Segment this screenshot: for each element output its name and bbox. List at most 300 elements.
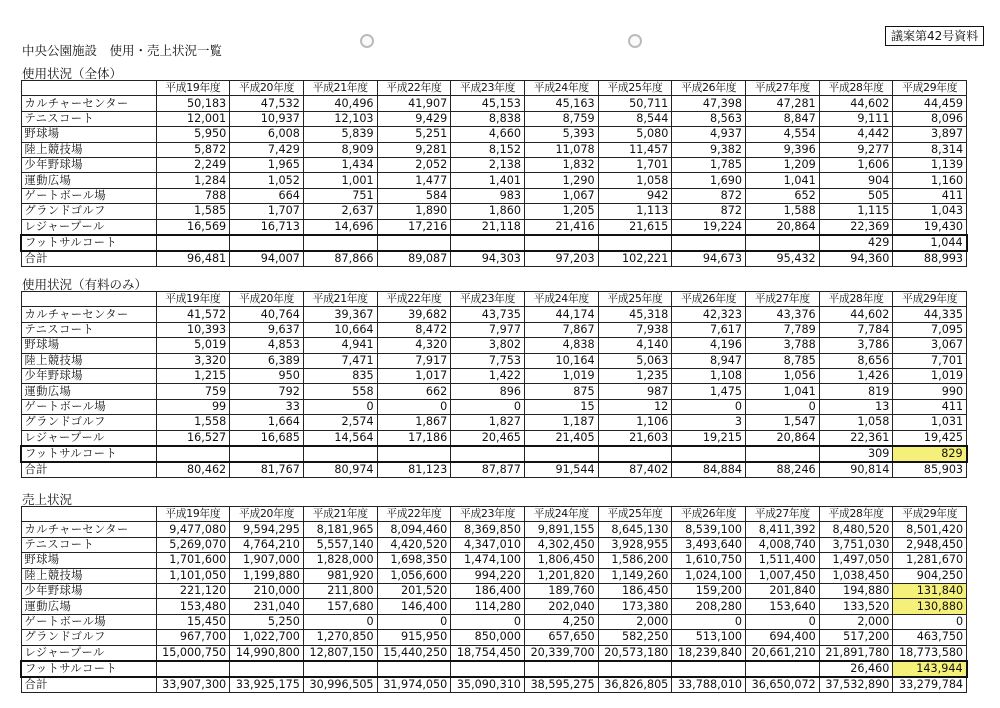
value-cell: 18,239,840 [672, 645, 746, 661]
value-cell: 143,944 [893, 661, 967, 677]
value-cell: 20,465 [451, 430, 525, 446]
year-header-cell: 平成23年度 [451, 292, 525, 307]
value-cell: 47,398 [672, 96, 746, 111]
header-row [21, 507, 967, 522]
table-row [21, 645, 967, 661]
value-cell: 97,203 [524, 251, 598, 267]
value-cell: 4,420,520 [377, 537, 451, 552]
value-cell [524, 446, 598, 462]
value-cell: 11,457 [598, 142, 672, 157]
value-cell: 99 [156, 399, 230, 414]
value-cell: 829 [893, 446, 967, 462]
table-row [21, 173, 967, 188]
value-cell: 517,200 [819, 630, 893, 645]
value-cell: 850,000 [451, 630, 525, 645]
value-cell: 17,216 [377, 219, 451, 235]
facility-name-cell: 陸上競技場 [21, 142, 156, 157]
value-cell: 4,302,450 [524, 537, 598, 552]
value-cell: 18,754,450 [451, 645, 525, 661]
value-cell: 1,007,450 [746, 568, 820, 583]
value-cell: 189,760 [524, 583, 598, 598]
year-header-cell: 平成20年度 [230, 292, 304, 307]
value-cell: 0 [746, 614, 820, 629]
value-cell: 45,163 [524, 96, 598, 111]
year-header-cell: 平成23年度 [451, 507, 525, 522]
value-cell: 1,426 [819, 368, 893, 383]
value-cell: 12,807,150 [303, 645, 377, 661]
value-cell: 0 [451, 614, 525, 629]
value-cell: 81,123 [377, 462, 451, 478]
value-cell: 1,044 [893, 235, 967, 251]
value-cell: 8,539,100 [672, 522, 746, 537]
value-cell: 41,907 [377, 96, 451, 111]
value-cell: 694,400 [746, 630, 820, 645]
table-row [21, 338, 967, 353]
value-cell: 94,303 [451, 251, 525, 267]
value-cell [303, 661, 377, 677]
value-cell: 21,405 [524, 430, 598, 446]
value-cell [746, 661, 820, 677]
value-cell: 16,713 [230, 219, 304, 235]
value-cell: 8,838 [451, 111, 525, 126]
value-cell: 751 [303, 188, 377, 203]
value-cell [377, 446, 451, 462]
facility-name-cell: カルチャーセンター [21, 96, 156, 111]
value-cell: 1,058 [819, 415, 893, 430]
value-cell: 1,588 [746, 204, 820, 219]
value-cell: 8,759 [524, 111, 598, 126]
table-row [21, 522, 967, 537]
value-cell: 33,925,175 [230, 677, 304, 693]
value-cell: 5,393 [524, 127, 598, 142]
facility-name-cell: レジャープール [21, 645, 156, 661]
value-cell: 20,339,700 [524, 645, 598, 661]
value-cell: 44,174 [524, 307, 598, 322]
value-cell [524, 661, 598, 677]
value-cell: 5,080 [598, 127, 672, 142]
facility-name-cell: ゲートボール場 [21, 614, 156, 629]
value-cell: 759 [156, 384, 230, 399]
value-cell: 1,022,700 [230, 630, 304, 645]
value-cell: 3 [672, 415, 746, 430]
table-row [21, 142, 967, 157]
value-cell: 1,965 [230, 157, 304, 172]
value-cell: 505 [819, 188, 893, 203]
value-cell: 94,673 [672, 251, 746, 267]
facility-name-cell: グランドゴルフ [21, 630, 156, 645]
value-cell: 1,017 [377, 368, 451, 383]
value-cell: 33 [230, 399, 304, 414]
value-cell: 5,251 [377, 127, 451, 142]
value-cell: 1,690 [672, 173, 746, 188]
facility-name-cell: カルチャーセンター [21, 522, 156, 537]
value-cell: 1,187 [524, 415, 598, 430]
value-cell: 87,402 [598, 462, 672, 478]
facility-name-cell: カルチャーセンター [21, 307, 156, 322]
value-cell: 7,867 [524, 322, 598, 337]
value-cell: 1,108 [672, 368, 746, 383]
value-cell: 0 [746, 399, 820, 414]
year-header-cell: 平成25年度 [598, 81, 672, 96]
year-header-cell: 平成24年度 [524, 292, 598, 307]
value-cell: 2,637 [303, 204, 377, 219]
value-cell: 7,789 [746, 322, 820, 337]
value-cell: 38,595,275 [524, 677, 598, 693]
facility-name-cell: グランドゴルフ [21, 204, 156, 219]
value-cell: 9,396 [746, 142, 820, 157]
year-header-cell: 平成22年度 [377, 292, 451, 307]
value-cell: 875 [524, 384, 598, 399]
value-cell: 186,450 [598, 583, 672, 598]
year-header-cell: 平成19年度 [156, 292, 230, 307]
value-cell: 4,320 [377, 338, 451, 353]
value-cell: 90,814 [819, 462, 893, 478]
value-cell: 9,477,080 [156, 522, 230, 537]
value-cell: 19,215 [672, 430, 746, 446]
value-cell: 7,753 [451, 353, 525, 368]
value-cell: 17,186 [377, 430, 451, 446]
value-cell: 8,947 [672, 353, 746, 368]
value-cell: 36,826,805 [598, 677, 672, 693]
value-cell: 4,008,740 [746, 537, 820, 552]
value-cell: 942 [598, 188, 672, 203]
value-cell: 7,977 [451, 322, 525, 337]
facility-name-cell: 合計 [21, 462, 156, 478]
facility-name-cell: 陸上競技場 [21, 568, 156, 583]
value-cell: 1,235 [598, 368, 672, 383]
value-cell: 231,040 [230, 599, 304, 614]
value-cell: 8,152 [451, 142, 525, 157]
table-row [21, 235, 967, 251]
value-cell: 153,640 [746, 599, 820, 614]
value-cell: 16,569 [156, 219, 230, 235]
value-cell: 0 [451, 399, 525, 414]
value-cell: 47,281 [746, 96, 820, 111]
facility-name-cell: グランドゴルフ [21, 415, 156, 430]
value-cell: 36,650,072 [746, 677, 820, 693]
value-cell: 1,101,050 [156, 568, 230, 583]
year-header-cell: 平成26年度 [672, 292, 746, 307]
value-cell: 1,209 [746, 157, 820, 172]
facility-name-cell: ゲートボール場 [21, 399, 156, 414]
value-cell: 208,280 [672, 599, 746, 614]
value-cell: 35,090,310 [451, 677, 525, 693]
value-cell: 19,425 [893, 430, 967, 446]
value-cell: 0 [893, 614, 967, 629]
value-cell: 1,701 [598, 157, 672, 172]
value-cell [156, 235, 230, 251]
value-cell [451, 446, 525, 462]
value-cell: 0 [377, 614, 451, 629]
value-cell: 91,544 [524, 462, 598, 478]
value-cell: 987 [598, 384, 672, 399]
value-cell: 22,369 [819, 219, 893, 235]
value-cell: 44,602 [819, 307, 893, 322]
value-cell: 3,786 [819, 338, 893, 353]
value-cell: 2,574 [303, 415, 377, 430]
year-header-cell: 平成26年度 [672, 81, 746, 96]
value-cell [377, 235, 451, 251]
value-cell: 88,993 [893, 251, 967, 267]
value-cell: 9,277 [819, 142, 893, 157]
value-cell: 85,903 [893, 462, 967, 478]
value-cell: 22,361 [819, 430, 893, 446]
value-cell: 1,401 [451, 173, 525, 188]
value-cell: 1,215 [156, 368, 230, 383]
value-cell: 664 [230, 188, 304, 203]
document-number-badge: 議案第42号資料 [885, 26, 984, 46]
value-cell: 44,602 [819, 96, 893, 111]
value-cell: 1,113 [598, 204, 672, 219]
value-cell: 1,201,820 [524, 568, 598, 583]
facility-name-cell: 野球場 [21, 127, 156, 142]
value-cell: 201,840 [746, 583, 820, 598]
value-cell: 1,511,400 [746, 553, 820, 568]
value-cell: 3,067 [893, 338, 967, 353]
value-cell: 43,735 [451, 307, 525, 322]
value-cell: 8,501,420 [893, 522, 967, 537]
value-cell: 3,751,030 [819, 537, 893, 552]
year-header-cell: 平成22年度 [377, 81, 451, 96]
facility-name-cell: レジャープール [21, 430, 156, 446]
value-cell: 1,205 [524, 204, 598, 219]
value-cell [156, 661, 230, 677]
value-cell: 463,750 [893, 630, 967, 645]
value-cell: 21,891,780 [819, 645, 893, 661]
value-cell: 84,884 [672, 462, 746, 478]
value-cell: 4,347,010 [451, 537, 525, 552]
value-cell: 20,864 [746, 430, 820, 446]
value-cell: 1,474,100 [451, 553, 525, 568]
facility-name-cell: ゲートボール場 [21, 188, 156, 203]
value-cell: 872 [672, 204, 746, 219]
table-row [21, 399, 967, 414]
value-cell: 8,480,520 [819, 522, 893, 537]
value-cell: 7,917 [377, 353, 451, 368]
table-row [21, 188, 967, 203]
year-header-cell: 平成27年度 [746, 292, 820, 307]
header-corner-cell [21, 292, 156, 307]
value-cell [746, 235, 820, 251]
year-header-cell: 平成27年度 [746, 81, 820, 96]
value-cell: 7,095 [893, 322, 967, 337]
value-cell: 4,196 [672, 338, 746, 353]
value-cell: 1,828,000 [303, 553, 377, 568]
value-cell: 21,603 [598, 430, 672, 446]
value-cell: 18,773,580 [893, 645, 967, 661]
table-row [21, 384, 967, 399]
value-cell: 80,974 [303, 462, 377, 478]
value-cell: 4,853 [230, 338, 304, 353]
value-cell: 1,907,000 [230, 553, 304, 568]
value-cell: 88,246 [746, 462, 820, 478]
value-cell: 1,038,450 [819, 568, 893, 583]
year-header-cell: 平成19年度 [156, 507, 230, 522]
value-cell: 173,380 [598, 599, 672, 614]
value-cell: 1,497,050 [819, 553, 893, 568]
year-header-cell: 平成25年度 [598, 507, 672, 522]
value-cell: 40,496 [303, 96, 377, 111]
value-cell: 309 [819, 446, 893, 462]
facility-name-cell: テニスコート [21, 111, 156, 126]
value-cell: 2,249 [156, 157, 230, 172]
table-row [21, 415, 967, 430]
punch-hole-left [360, 34, 374, 48]
value-cell: 1,610,750 [672, 553, 746, 568]
value-cell: 40,764 [230, 307, 304, 322]
punch-hole-right [628, 34, 642, 48]
table-row [21, 630, 967, 645]
value-cell: 7,471 [303, 353, 377, 368]
value-cell [156, 446, 230, 462]
value-cell: 50,183 [156, 96, 230, 111]
year-header-cell: 平成29年度 [893, 507, 967, 522]
value-cell: 1,115 [819, 204, 893, 219]
value-cell: 1,160 [893, 173, 967, 188]
value-cell: 2,138 [451, 157, 525, 172]
value-cell: 19,430 [893, 219, 967, 235]
value-cell: 4,250 [524, 614, 598, 629]
value-cell: 30,996,505 [303, 677, 377, 693]
value-cell: 1,698,350 [377, 553, 451, 568]
value-cell: 835 [303, 368, 377, 383]
value-cell: 1,019 [524, 368, 598, 383]
value-cell: 1,832 [524, 157, 598, 172]
facility-name-cell: 合計 [21, 677, 156, 693]
value-cell: 50,711 [598, 96, 672, 111]
value-cell: 981,920 [303, 568, 377, 583]
value-cell: 8,369,850 [451, 522, 525, 537]
value-cell [303, 446, 377, 462]
value-cell: 159,200 [672, 583, 746, 598]
value-cell: 43,376 [746, 307, 820, 322]
value-cell: 133,520 [819, 599, 893, 614]
value-cell: 157,680 [303, 599, 377, 614]
value-cell: 16,685 [230, 430, 304, 446]
table-row [21, 157, 967, 172]
value-cell: 20,864 [746, 219, 820, 235]
value-cell: 42,323 [672, 307, 746, 322]
value-cell: 15,450 [156, 614, 230, 629]
year-header-cell: 平成20年度 [230, 81, 304, 96]
table-row [21, 661, 967, 677]
value-cell: 7,784 [819, 322, 893, 337]
value-cell: 47,532 [230, 96, 304, 111]
value-cell: 96,481 [156, 251, 230, 267]
value-cell: 4,140 [598, 338, 672, 353]
value-cell: 7,617 [672, 322, 746, 337]
year-header-cell: 平成29年度 [893, 292, 967, 307]
value-cell: 9,429 [377, 111, 451, 126]
value-cell: 87,877 [451, 462, 525, 478]
value-cell: 967,700 [156, 630, 230, 645]
year-header-cell: 平成21年度 [303, 292, 377, 307]
sales-table [20, 506, 968, 693]
value-cell: 7,938 [598, 322, 672, 337]
table-row [21, 553, 967, 568]
value-cell: 9,382 [672, 142, 746, 157]
value-cell: 33,907,300 [156, 677, 230, 693]
value-cell: 5,250 [230, 614, 304, 629]
value-cell: 15,440,250 [377, 645, 451, 661]
table-row [21, 614, 967, 629]
value-cell: 1,270,850 [303, 630, 377, 645]
value-cell: 10,164 [524, 353, 598, 368]
table-row [21, 127, 967, 142]
value-cell: 8,785 [746, 353, 820, 368]
value-cell: 1,199,880 [230, 568, 304, 583]
usage-all-table [20, 80, 968, 267]
table-row [21, 568, 967, 583]
value-cell: 131,840 [893, 583, 967, 598]
facility-name-cell: 野球場 [21, 553, 156, 568]
value-cell: 1,056,600 [377, 568, 451, 583]
value-cell: 3,928,955 [598, 537, 672, 552]
value-cell: 95,432 [746, 251, 820, 267]
value-cell: 14,696 [303, 219, 377, 235]
value-cell: 7,701 [893, 353, 967, 368]
value-cell: 558 [303, 384, 377, 399]
value-cell: 21,118 [451, 219, 525, 235]
value-cell: 1,585 [156, 204, 230, 219]
value-cell [672, 235, 746, 251]
value-cell: 6,008 [230, 127, 304, 142]
value-cell: 4,442 [819, 127, 893, 142]
value-cell: 44,459 [893, 96, 967, 111]
value-cell: 1,281,670 [893, 553, 967, 568]
value-cell: 12,103 [303, 111, 377, 126]
value-cell: 8,094,460 [377, 522, 451, 537]
value-cell: 1,477 [377, 173, 451, 188]
value-cell: 9,637 [230, 322, 304, 337]
facility-name-cell: 運動広場 [21, 599, 156, 614]
value-cell: 37,532,890 [819, 677, 893, 693]
facility-name-cell: テニスコート [21, 537, 156, 552]
value-cell: 1,827 [451, 415, 525, 430]
header-row [21, 81, 967, 96]
value-cell: 5,269,070 [156, 537, 230, 552]
total-row [21, 462, 967, 478]
value-cell: 872 [672, 188, 746, 203]
year-header-cell: 平成27年度 [746, 507, 820, 522]
year-header-cell: 平成25年度 [598, 292, 672, 307]
table-row [21, 353, 967, 368]
value-cell: 45,153 [451, 96, 525, 111]
value-cell: 1,558 [156, 415, 230, 430]
value-cell: 21,416 [524, 219, 598, 235]
value-cell [746, 446, 820, 462]
value-cell: 33,279,784 [893, 677, 967, 693]
facility-name-cell: 運動広場 [21, 173, 156, 188]
table-row [21, 430, 967, 446]
value-cell: 3,493,640 [672, 537, 746, 552]
value-cell: 3,320 [156, 353, 230, 368]
value-cell: 8,096 [893, 111, 967, 126]
value-cell: 4,838 [524, 338, 598, 353]
value-cell: 5,872 [156, 142, 230, 157]
year-header-cell: 平成26年度 [672, 507, 746, 522]
usage-paid-table [20, 291, 968, 478]
value-cell: 8,909 [303, 142, 377, 157]
value-cell: 1,475 [672, 384, 746, 399]
year-header-cell: 平成20年度 [230, 507, 304, 522]
value-cell [451, 661, 525, 677]
value-cell: 153,480 [156, 599, 230, 614]
value-cell: 1,290 [524, 173, 598, 188]
table-row [21, 583, 967, 598]
value-cell: 10,664 [303, 322, 377, 337]
value-cell [672, 446, 746, 462]
